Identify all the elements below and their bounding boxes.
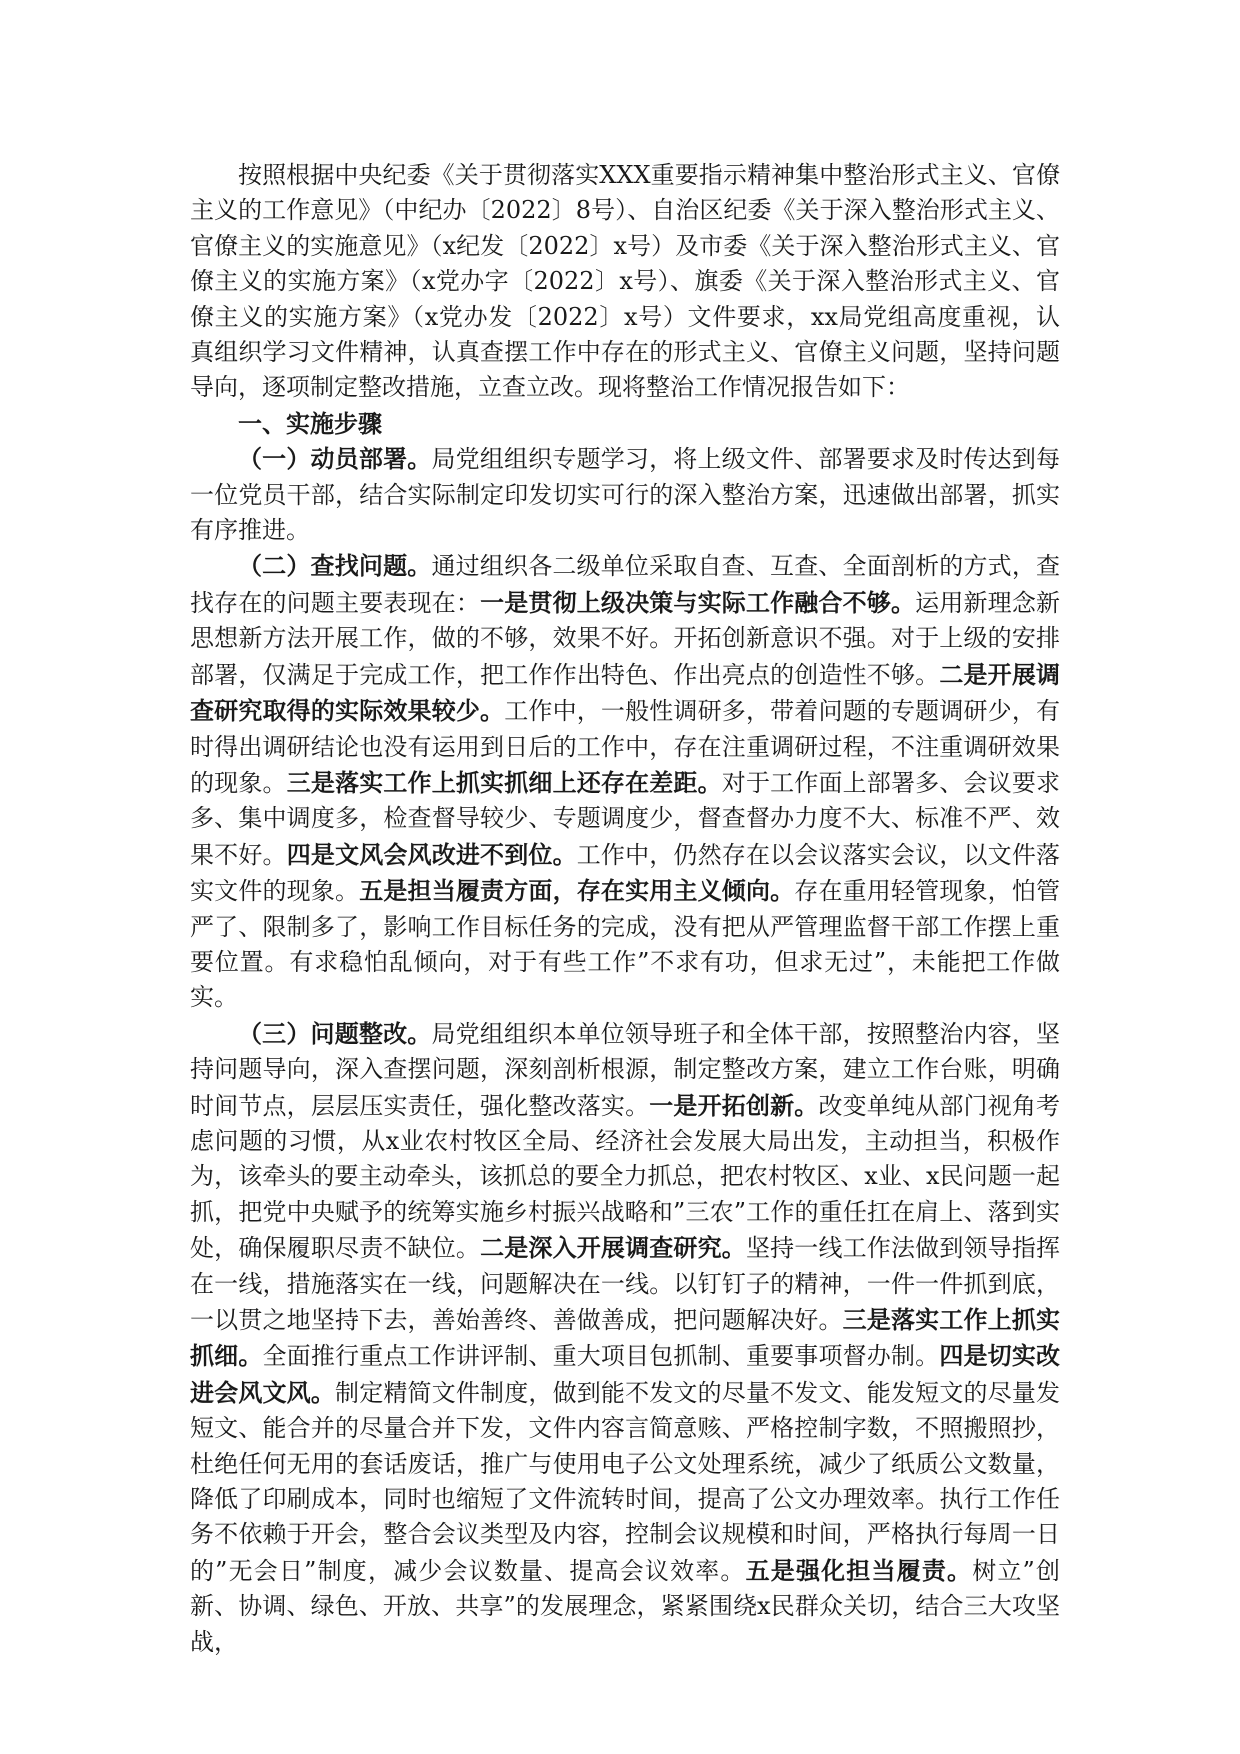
key-point: 二是深入开展调查研究。 <box>480 1233 746 1263</box>
paragraph-rectification <box>190 1016 1060 1660</box>
paragraph-text: 对于工作面上部署多、会议要求多、集中调度多，检查督导较少、专题调度少，督查督办力度不大、标准不严、效果不好。 <box>190 768 1061 869</box>
key-point: 一是开拓创新。 <box>649 1090 819 1120</box>
paragraph-text: 全面推行重点工作讲评制、重大项目包抓制、重要事项督办制。 <box>262 1342 940 1371</box>
intro-paragraph: 按照根据中央纪委《关于贯彻落实XXX重要指示精神集中整治形式主义、官僚主义的工作意见》（中纪办〔2022〕8号）、自治区纪委《关于深入整治形式主义、官僚主义的实施意见》（x纪发〔2022〕x号）及市委《关于深入整治形式主义、官僚主义的实施方案》（x党办字〔2022〕x号）、旗委《关于深入整治形式主义、官僚主义的实施方案》（x党办发〔2022〕x号）文件要求，xx局党组高度重视，认真组织学习文件精神，认真查摆工作中存在的形式主义、官僚主义问题，坚持问题导向，逐项制定整改措施，立查立改。现将整治工作情况报告如下： <box>190 161 1060 402</box>
key-point: 四是文风会风改进不到位。 <box>286 839 577 869</box>
document-page <box>190 158 1060 1660</box>
key-point: 三是落实工作上抓实抓细。 <box>190 1305 1061 1371</box>
paragraph-mobilization <box>190 441 1060 548</box>
paragraph-text: 存在重用轻管现象，怕管严了、限制多了，影响工作目标任务的完成，没有把从严管理监督干部工作摆上重要位置。有求稳怕乱倾向，对于有些工作”不求有功，但求无过”，未能把工作做实。 <box>190 877 1061 1012</box>
subsection-title: （一）动员部署。 <box>238 444 432 474</box>
paragraph-text: 局党组组织本单位领导班子和全体干部，按照整治内容，坚持问题导向，深入查摆问题，深刻剖析根源，制定整改方案，建立工作台账，明确时间节点，层层压实责任，强化整改落实。 <box>190 1019 1061 1120</box>
paragraph-text: 工作中，仍然存在以会议落实会议，以文件落实文件的现象。 <box>190 840 1061 906</box>
paragraph-text: 通过组织各二级单位采取自查、互查、全面剖析的方式，查找存在的问题主要表现在： <box>190 552 1061 617</box>
section-heading: 一、实施步骤 <box>238 408 382 438</box>
key-point: 二是开展调查研究取得的实际效果较少。 <box>190 659 1060 726</box>
key-point: 四是切实改进会风文风。 <box>190 1341 1061 1407</box>
paragraph-text: 运用新理念新思想新方法开展工作，做的不够，效果不好。开拓创新意识不强。对于上级的安排部署，仅满足于完成工作，把工作作出特色、作出亮点的创造性不够。 <box>190 588 1061 689</box>
paragraph-text: 改变单纯从部门视角考虑问题的习惯，从x业农村牧区全局、经济社会发展大局出发，主动担当，积极作为，该牵头的要主动牵头，该抓总的要全力抓总，把农村牧区、x业、x民问题一起抓，把党中央赋予的统筹实施乡村振兴战略和”三农”工作的重任扛在肩上、落到实处，确保履职尽责不缺位。 <box>190 1091 1061 1263</box>
key-point: 五是强化担当履责。 <box>745 1555 973 1585</box>
key-point: 三是落实工作上抓实抓细上还存在差距。 <box>286 767 722 797</box>
paragraph-text: 树立”创新、协调、绿色、开放、共享”的发展理念，紧紧围绕x民群众关切，结合三大攻坚战， <box>190 1556 1060 1656</box>
paragraph-find-problems <box>190 548 1060 1015</box>
paragraph-text: 工作中，一般性调研多，带着问题的专题调研少，有时得出调研结论也没有运用到日后的工作中，存在注重调研过程，不注重调研效果的现象。 <box>190 697 1061 797</box>
subsection-title: （三）问题整改。 <box>238 1018 432 1048</box>
paragraph-text: 局党组组织专题学习，将上级文件、部署要求及时传达到每一位党员干部，结合实际制定印发切实可行的深入整治方案，迅速做出部署，抓实有序推进。 <box>190 445 1061 545</box>
key-point: 一是贯彻上级决策与实际工作融合不够。 <box>480 587 916 617</box>
key-point: 五是担当履责方面，存在实用主义倾向。 <box>359 876 795 906</box>
paragraph-text: 坚持一线工作法做到领导指挥在一线，措施落实在一线，问题解决在一线。以钉钉子的精神，一件一件抓到底，一以贯之地坚持下去，善始善终、善做善成，把问题解决好。 <box>190 1234 1061 1334</box>
paragraph-text: 制定精简文件制度，做到能不发文的尽量不发文、能发短文的尽量发短文、能合并的尽量合并下发，文件内容言简意赅、严格控制字数，不照搬照抄，杜绝任何无用的套话废话，推广与使用电子公文处理系统，减少了纸质公文数量，降低了印刷成本，同时也缩短了文件流转时间，提高了公文办理效率。执行工作任务不依赖于开会，整合会议类型及内容，控制会议规模和时间，严格执行每周一日的”无会日”制度，减少会议数量、提高会议效率。 <box>190 1378 1061 1585</box>
subsection-title: （二）查找问题。 <box>238 551 432 581</box>
